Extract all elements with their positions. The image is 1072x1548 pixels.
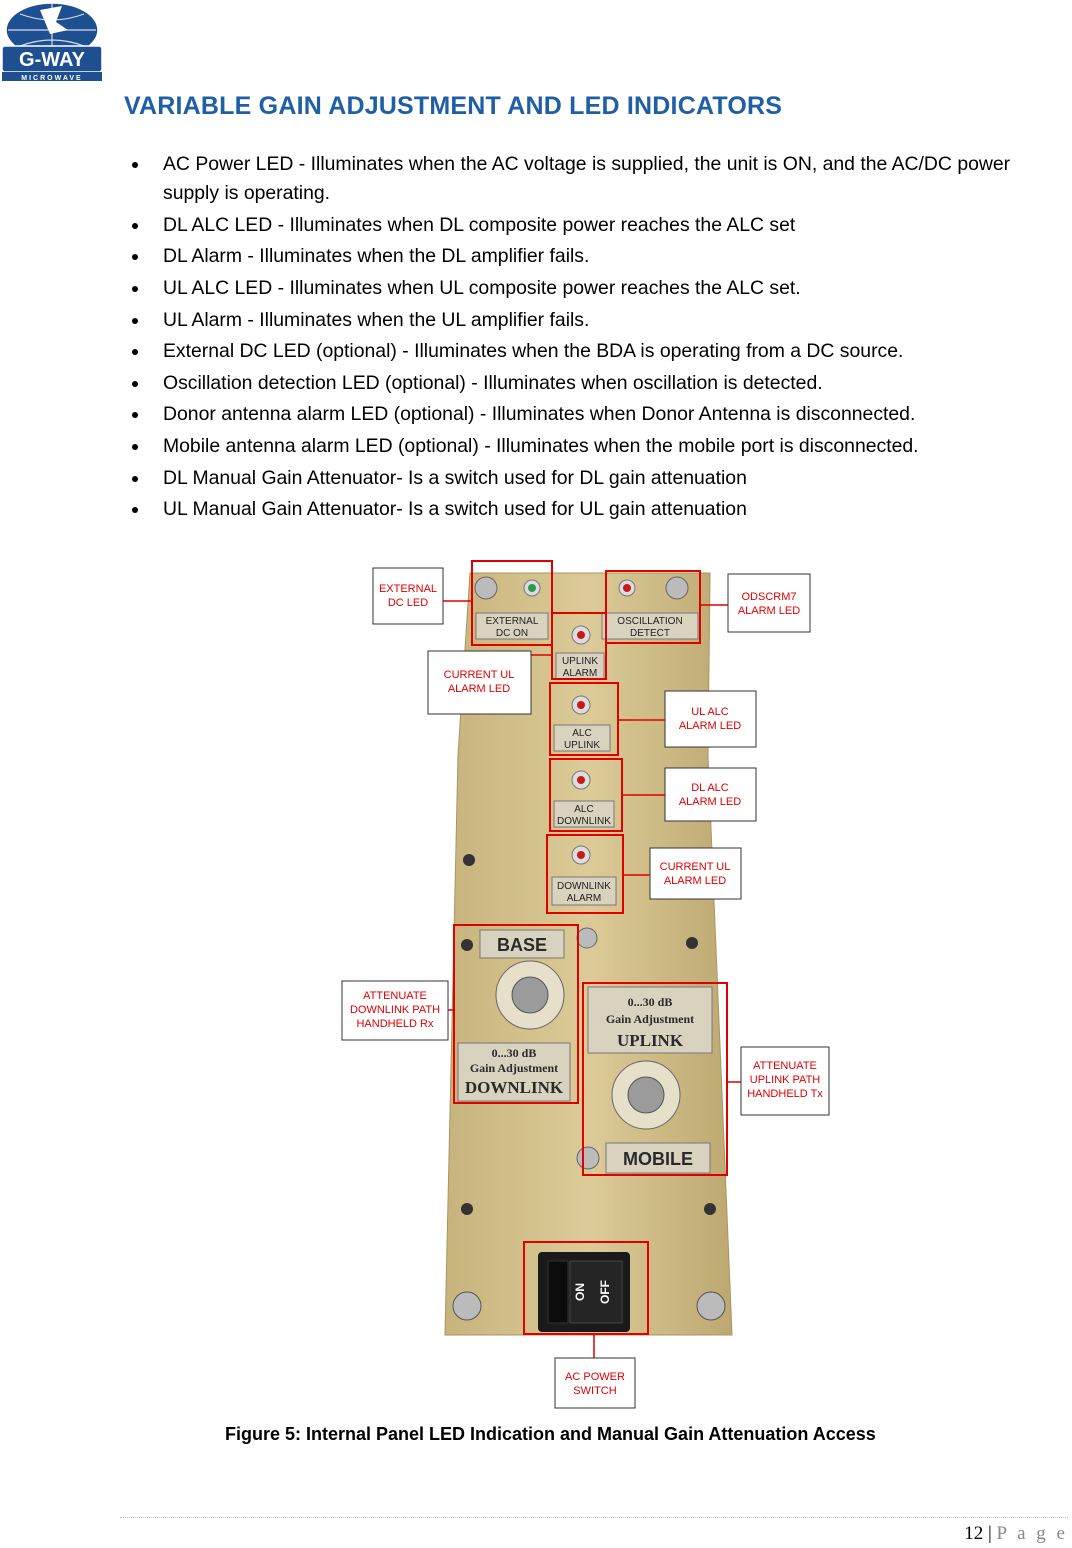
page-number <box>964 1523 1068 1545</box>
svg-text:Gain Adjustment: Gain Adjustment <box>605 1012 695 1026</box>
svg-text:Gain Adjustment: Gain Adjustment <box>469 1061 559 1075</box>
callout-attenuate-uplink <box>741 1047 829 1115</box>
list-item: DL Alarm - Illuminates when the DL amplifier fails. <box>130 242 1065 271</box>
red-led-icon <box>577 631 585 639</box>
screw-icon <box>666 577 688 599</box>
screw-icon <box>475 577 497 599</box>
svg-text:DETECT: DETECT <box>630 628 670 639</box>
dial-knob-icon <box>628 1077 664 1113</box>
list-item: UL Manual Gain Attenuator- Is a switch used for UL gain attenuation <box>130 495 1065 524</box>
screw-icon <box>577 1147 599 1169</box>
panel-figure <box>330 555 840 1415</box>
svg-text:ALARM LED: ALARM LED <box>678 720 742 732</box>
callout-odscrm7-alarm-led <box>728 574 810 632</box>
bullet-icon <box>132 223 138 229</box>
svg-text:DC ON: DC ON <box>495 628 529 639</box>
page-word: P a g e <box>996 1523 1068 1544</box>
callout-ul-alc-alarm-led <box>665 691 756 747</box>
svg-text:AC POWER: AC POWER <box>565 1371 625 1383</box>
red-led-icon <box>623 584 631 592</box>
callout-current-ul-alarm-led-top <box>428 651 531 714</box>
svg-text:CURRENT UL: CURRENT UL <box>659 861 731 873</box>
svg-text:ALARM LED: ALARM LED <box>678 796 742 808</box>
bullet-icon <box>132 286 138 292</box>
list-item: External DC LED (optional) - Illuminates when the BDA is operating from a DC source. <box>130 337 1065 366</box>
svg-text:ALARM: ALARM <box>562 668 598 679</box>
red-led-icon <box>577 776 585 784</box>
svg-text:ODSCRM7: ODSCRM7 <box>741 591 797 603</box>
dial-knob-icon <box>512 977 548 1013</box>
figure-caption: Figure 5: Internal Panel LED Indication and Manual Gain Attenuation Access <box>225 1424 876 1444</box>
bullet-icon <box>132 162 138 168</box>
svg-text:DOWNLINK: DOWNLINK <box>557 881 611 892</box>
svg-text:EXTERNAL: EXTERNAL <box>485 616 539 627</box>
svg-text:UPLINK: UPLINK <box>563 740 601 751</box>
list-item: UL ALC LED - Illuminates when UL composite power reaches the ALC set. <box>130 274 1065 303</box>
svg-text:ALARM LED: ALARM LED <box>663 875 727 887</box>
svg-text:ATTENUATE: ATTENUATE <box>753 1060 817 1072</box>
svg-text:DC LED: DC LED <box>387 597 429 609</box>
bullet-icon <box>132 412 138 418</box>
svg-text:HANDHELD Tx: HANDHELD Tx <box>747 1088 823 1100</box>
callout-ac-power-switch <box>555 1358 635 1408</box>
svg-text:CURRENT UL: CURRENT UL <box>443 669 515 681</box>
screw-icon <box>453 1292 481 1320</box>
svg-text:0...30 dB: 0...30 dB <box>491 1046 537 1060</box>
logo-text: G-WAY <box>19 49 85 71</box>
bullet-list <box>130 150 1065 527</box>
svg-text:DOWNLINK: DOWNLINK <box>464 1078 564 1097</box>
list-item: DL ALC LED - Illuminates when DL composite power reaches the ALC set <box>130 211 1065 240</box>
red-led-icon <box>577 701 585 709</box>
callout-external-dc-led <box>373 568 443 624</box>
bullet-icon <box>132 476 138 482</box>
svg-text:ALARM: ALARM <box>566 893 602 904</box>
bullet-icon <box>132 444 138 450</box>
page-separator: | <box>983 1523 997 1544</box>
svg-text:EXTERNAL: EXTERNAL <box>378 583 438 595</box>
bullet-icon <box>132 349 138 355</box>
bullet-icon <box>132 381 138 387</box>
list-item: DL Manual Gain Attenuator- Is a switch used for DL gain attenuation <box>130 464 1065 493</box>
callout-current-ul-alarm-led-bottom <box>650 848 741 899</box>
svg-text:UPLINK: UPLINK <box>616 1031 684 1050</box>
company-logo <box>0 0 110 84</box>
svg-text:UPLINK PATH: UPLINK PATH <box>749 1074 821 1086</box>
callout-dl-alc-alarm-led <box>665 768 756 821</box>
section-heading: VARIABLE GAIN ADJUSTMENT AND LED INDICATORS <box>124 92 783 120</box>
bullet-icon <box>132 507 138 513</box>
svg-text:ON: ON <box>573 1283 587 1301</box>
svg-text:ALARM LED: ALARM LED <box>737 605 801 617</box>
svg-text:UPLINK: UPLINK <box>561 656 599 667</box>
svg-text:MOBILE: MOBILE <box>623 1149 693 1169</box>
svg-text:0...30 dB: 0...30 dB <box>627 995 673 1009</box>
logo-subtext: MICROWAVE <box>21 75 83 82</box>
bullet-icon <box>132 318 138 324</box>
footer-divider <box>120 1517 1068 1518</box>
list-item: Mobile antenna alarm LED (optional) - Illuminates when the mobile port is disconnected. <box>130 432 1065 461</box>
list-item: Donor antenna alarm LED (optional) - Illuminates when Donor Antenna is disconnected. <box>130 400 1065 429</box>
svg-text:SWITCH: SWITCH <box>573 1385 617 1397</box>
svg-text:HANDHELD Rx: HANDHELD Rx <box>356 1018 434 1030</box>
svg-text:BASE: BASE <box>496 935 548 955</box>
svg-text:ATTENUATE: ATTENUATE <box>363 990 427 1002</box>
svg-text:ALC: ALC <box>574 804 594 815</box>
svg-text:OFF: OFF <box>598 1280 612 1304</box>
red-led-icon <box>577 851 585 859</box>
screw-icon <box>697 1292 725 1320</box>
svg-text:ALC: ALC <box>572 728 592 739</box>
svg-text:UL ALC: UL ALC <box>691 706 729 718</box>
list-item: UL Alarm - Illuminates when the UL amplifier fails. <box>130 306 1065 335</box>
svg-text:OSCILLATION: OSCILLATION <box>617 616 683 627</box>
svg-text:ALARM LED: ALARM LED <box>447 683 511 695</box>
svg-text:DOWNLINK PATH: DOWNLINK PATH <box>349 1004 441 1016</box>
page-number-value: 12 <box>964 1523 984 1544</box>
list-item: Oscillation detection LED (optional) - Illuminates when oscillation is detected. <box>130 369 1065 398</box>
callout-attenuate-downlink <box>342 981 448 1040</box>
svg-text:DOWNLINK: DOWNLINK <box>557 816 611 827</box>
svg-text:DL ALC: DL ALC <box>691 782 729 794</box>
bullet-icon <box>132 254 138 260</box>
list-item: AC Power LED - Illuminates when the AC voltage is supplied, the unit is ON, and the AC/DC power supply is operating. <box>130 150 1065 209</box>
green-led-icon <box>528 584 536 592</box>
screw-icon <box>577 928 597 948</box>
